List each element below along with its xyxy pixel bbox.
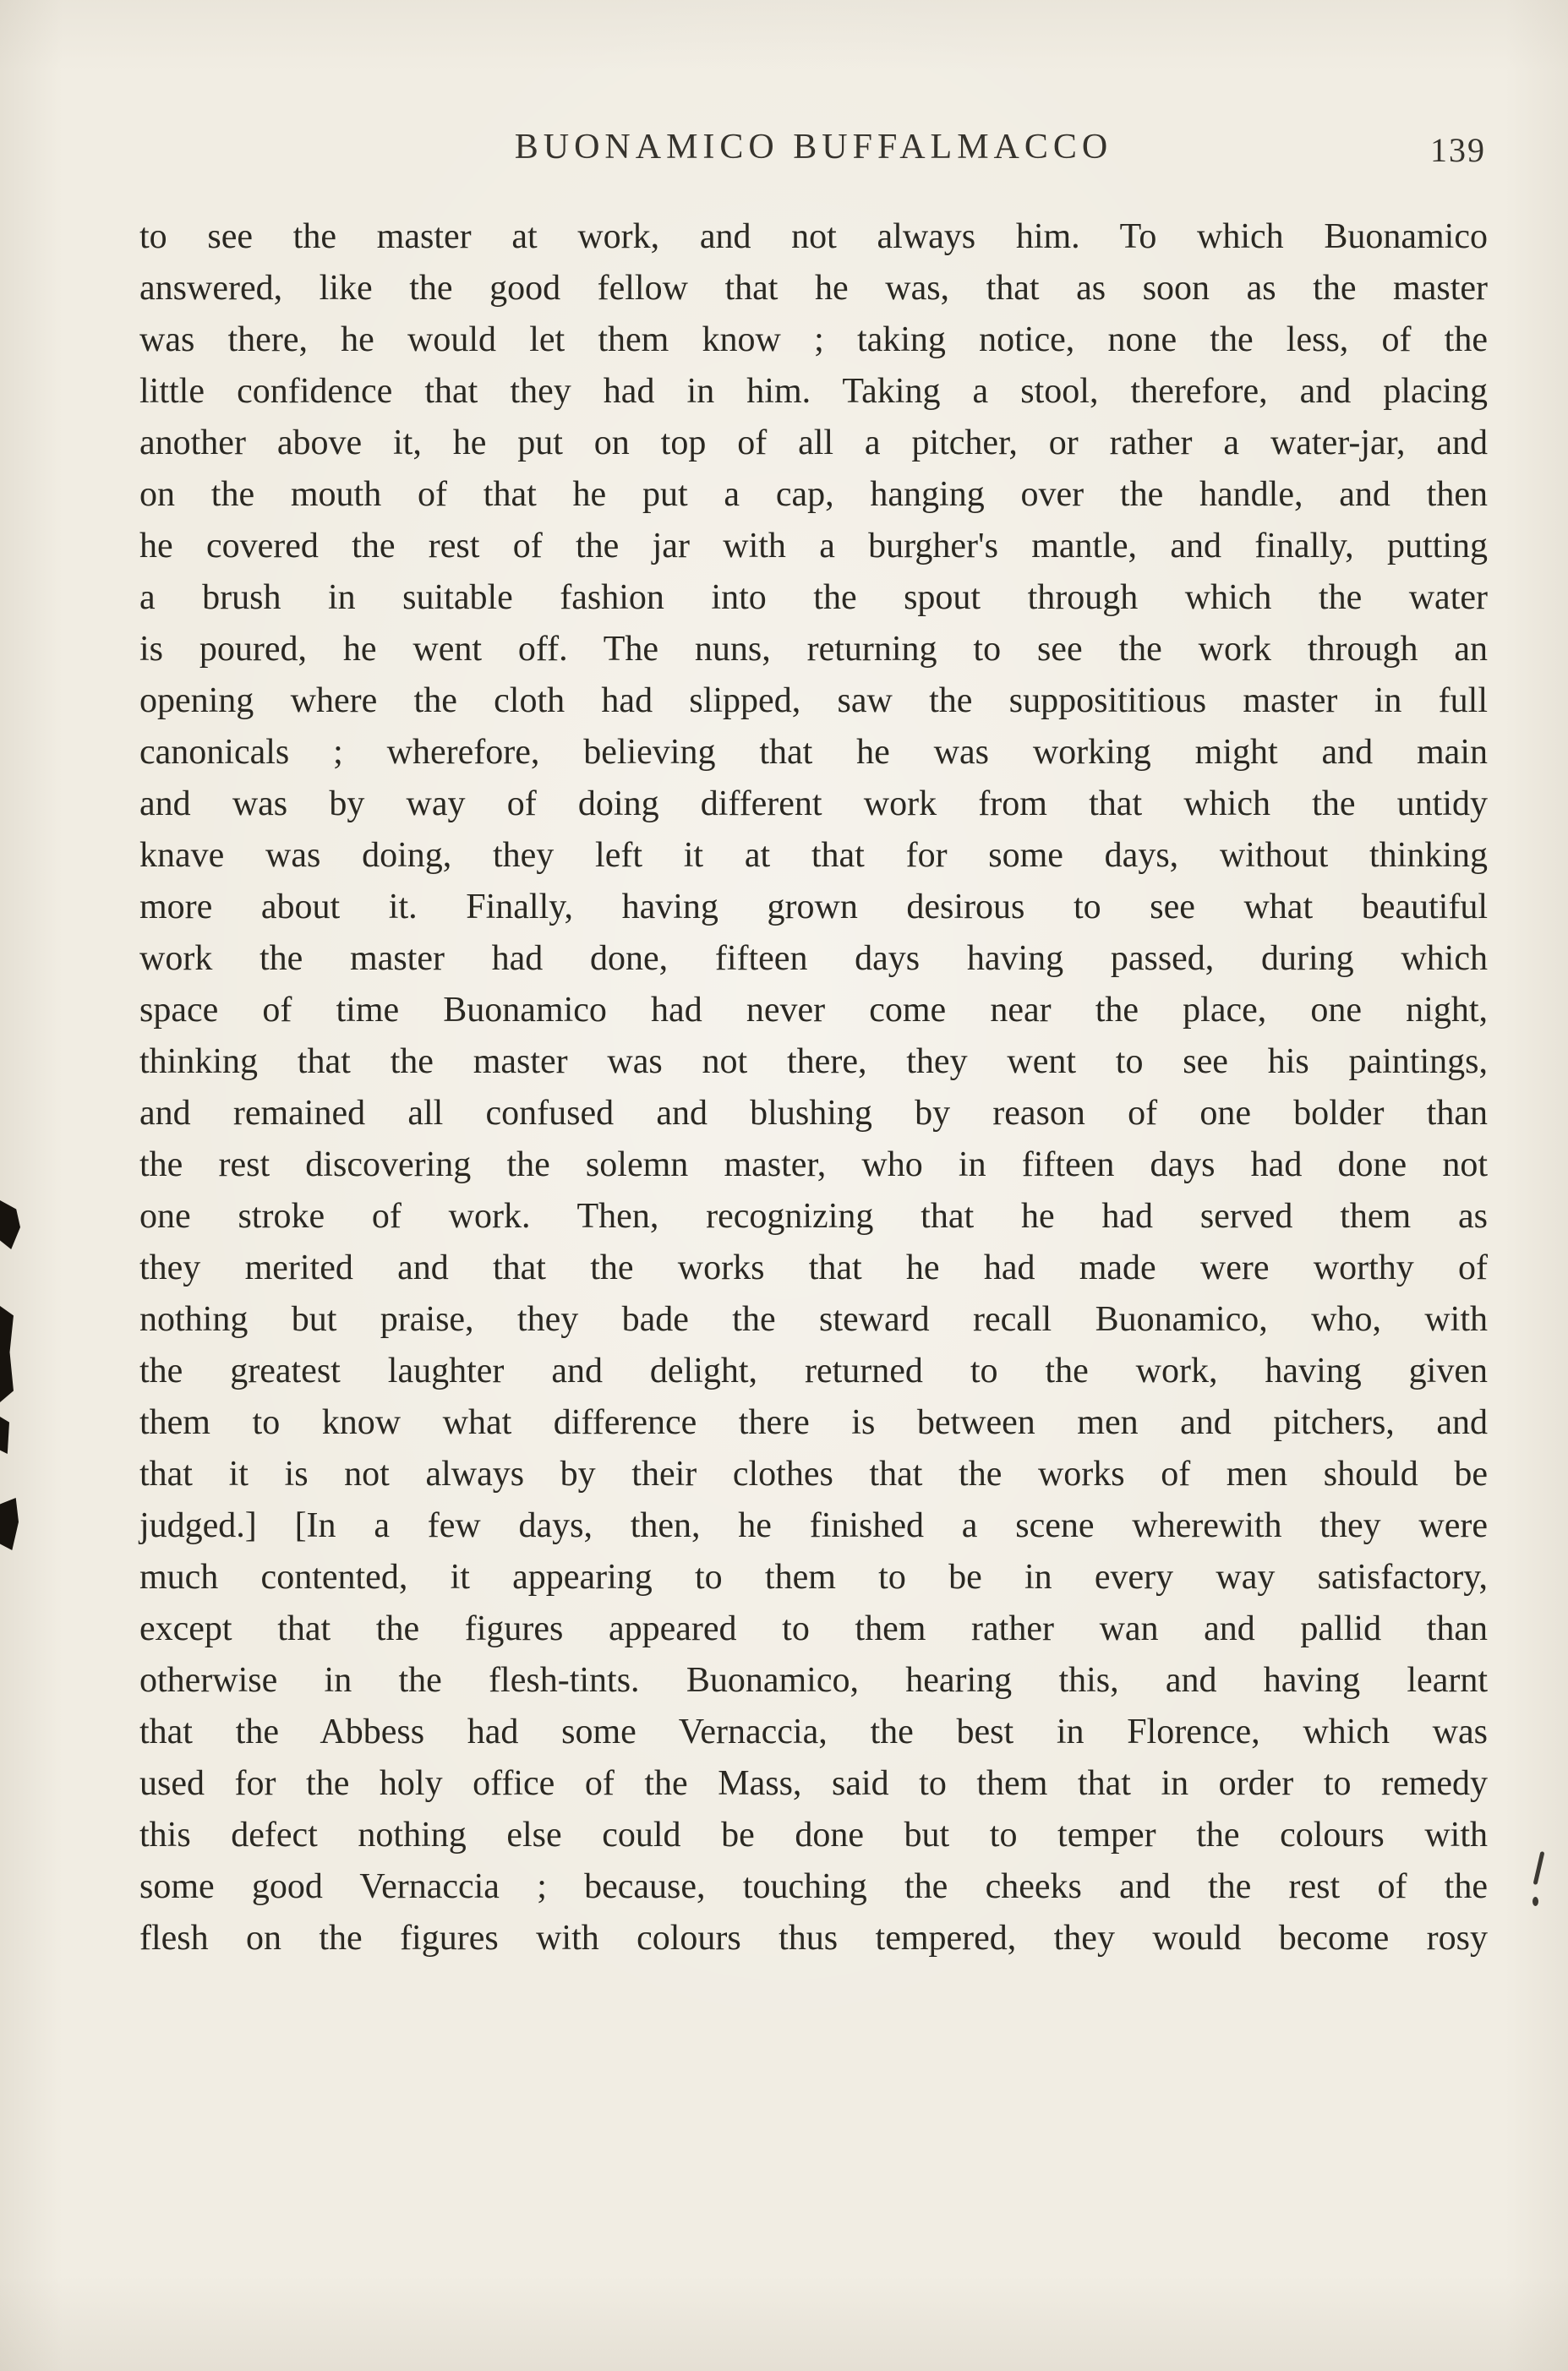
text-line: on the mouth of that he put a cap, hanging over the handle, and then xyxy=(139,475,1488,514)
text-line: he covered the rest of the jar with a burgher's mantle, and finally, putting xyxy=(139,527,1488,565)
text-line: canonicals ; wherefore, believing that he was working might and main xyxy=(139,733,1488,772)
text-line: much contented, it appearing to them to be in every way satisfactory, xyxy=(139,1558,1488,1597)
ink-blot-mark xyxy=(0,1306,14,1402)
body-text xyxy=(139,211,1488,1964)
text-line: nothing but praise, they bade the steward recall Buonamico, who, with xyxy=(139,1300,1488,1339)
running-head xyxy=(139,127,1488,181)
text-line: little confidence that they had in him. Taking a stool, therefore, and placing xyxy=(139,372,1488,411)
text-line: opening where the cloth had slipped, saw the supposititious master in full xyxy=(139,681,1488,720)
text-line: that it is not always by their clothes that the works of men should be xyxy=(139,1455,1488,1494)
text-line: otherwise in the flesh-tints. Buonamico, hearing this, and having learnt xyxy=(139,1661,1488,1700)
text-line: is poured, he went off. The nuns, returning to see the work through an xyxy=(139,630,1488,669)
text-line: the greatest laughter and delight, returned to the work, having given xyxy=(139,1352,1488,1390)
handwritten-mark xyxy=(1527,1851,1554,1914)
text-line: the rest discovering the solemn master, who in fifteen days had done not xyxy=(139,1145,1488,1184)
text-line: answered, like the good fellow that he was, that as soon as the master xyxy=(139,269,1488,308)
text-line: they merited and that the works that he had made were worthy of xyxy=(139,1248,1488,1287)
text-line: another above it, he put on top of all a pitcher, or rather a water-jar, and xyxy=(139,423,1488,462)
text-line: except that the figures appeared to them rather wan and pallid than xyxy=(139,1609,1488,1648)
chapter-title: BUONAMICO BUFFALMACCO xyxy=(514,128,1113,167)
ink-blot-mark xyxy=(0,1200,20,1249)
text-line: some good Vernaccia ; because, touching the cheeks and the rest of the xyxy=(139,1867,1488,1906)
text-line: more about it. Finally, having grown desirous to see what beautiful xyxy=(139,888,1488,926)
ink-blot-mark xyxy=(0,1498,19,1550)
text-line: one stroke of work. Then, recognizing that he had served them as xyxy=(139,1197,1488,1236)
text-line: them to know what difference there is between men and pitchers, and xyxy=(139,1403,1488,1442)
text-line: that the Abbess had some Vernaccia, the best in Florence, which was xyxy=(139,1713,1488,1751)
pencil-dot-mark xyxy=(1532,1897,1538,1906)
text-line: used for the holy office of the Mass, said to them that in order to remedy xyxy=(139,1764,1488,1803)
pencil-slash-mark xyxy=(1533,1851,1545,1885)
page-number: 139 xyxy=(1430,131,1486,169)
text-line: knave was doing, they left it at that for some days, without thinking xyxy=(139,836,1488,875)
text-line: this defect nothing else could be done but to temper the colours with xyxy=(139,1816,1488,1855)
text-line: thinking that the master was not there, they went to see his paintings, xyxy=(139,1042,1488,1081)
text-line: and was by way of doing different work from that which the untidy xyxy=(139,784,1488,823)
text-line: flesh on the figures with colours thus tempered, they would become rosy xyxy=(139,1919,1488,1958)
text-line: a brush in suitable fashion into the spout through which the water xyxy=(139,578,1488,617)
text-line: work the master had done, fifteen days having passed, during which xyxy=(139,939,1488,978)
text-line: space of time Buonamico had never come near the place, one night, xyxy=(139,991,1488,1030)
text-line: judged.] [In a few days, then, he finished a scene wherewith they were xyxy=(139,1506,1488,1545)
text-line: to see the master at work, and not always him. To which Buonamico xyxy=(139,217,1488,256)
text-line: was there, he would let them know ; taking notice, none the less, of the xyxy=(139,320,1488,359)
ink-blot-mark xyxy=(0,1417,9,1454)
text-line: and remained all confused and blushing by reason of one bolder than xyxy=(139,1094,1488,1133)
